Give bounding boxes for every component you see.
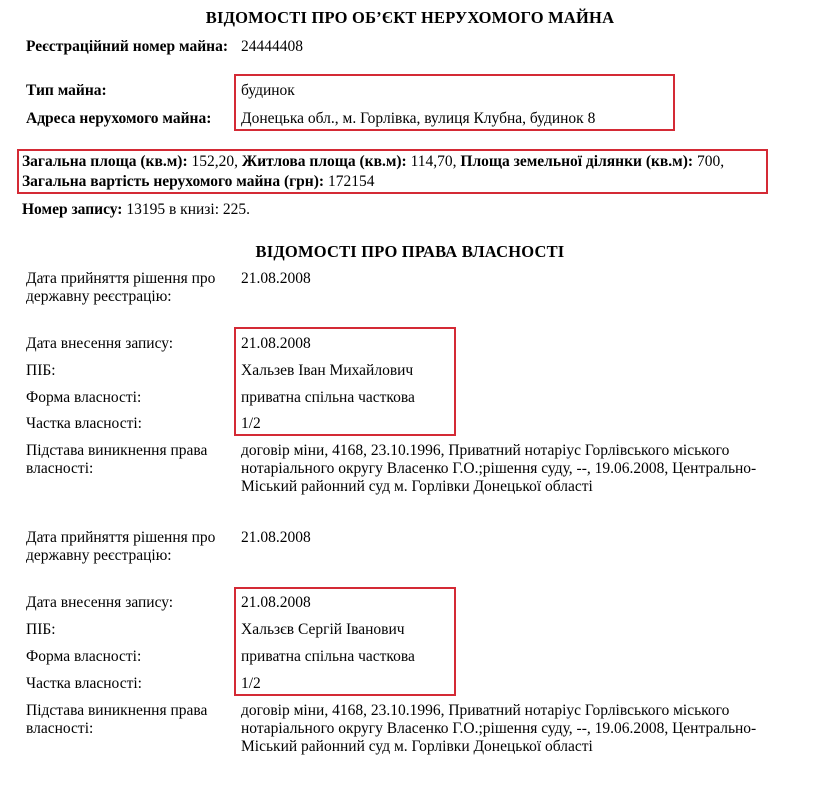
- rights-section-title: ВІДОМОСТІ ПРО ПРАВА ВЛАСНОСТІ: [255, 242, 565, 261]
- basis-value: договір міни, 4168, 23.10.1996, Приватний нотаріус Горлівського міського нотаріального округу Власенко Г.О.;рішення суду, --, 19.06.2008, Центрально-Міський районний суд м. Горлівки Донецької області: [241, 702, 757, 755]
- entry-date-value: 21.08.2008: [241, 594, 311, 611]
- land-area-value: 700,: [696, 153, 725, 170]
- share-label: Частка власності:: [26, 675, 142, 692]
- reg-number-label: Реєстраційний номер майна:: [26, 38, 229, 55]
- total-value-value: 172154: [327, 173, 375, 190]
- entry-date-label: Дата внесення запису:: [26, 594, 174, 611]
- basis-label: Підстава виникнення права власності:: [26, 442, 208, 477]
- ownership-form-label: Форма власності:: [26, 389, 142, 406]
- owner-name-label: ПІБ:: [26, 362, 56, 379]
- total-area-label: Загальна площа (кв.м):: [22, 153, 188, 170]
- basis-value: договір міни, 4168, 23.10.1996, Приватний нотаріус Горлівського міського нотаріального округу Власенко Г.О.;рішення суду, --, 19.06.2008, Центрально-Міський районний суд м. Горлівки Донецької області: [241, 442, 757, 495]
- ownership-form-value: приватна спільна часткова: [241, 648, 415, 665]
- entry-date-value: 21.08.2008: [241, 335, 311, 352]
- share-value: 1/2: [241, 415, 261, 432]
- area-summary: [22, 152, 782, 192]
- share-value: 1/2: [241, 675, 261, 692]
- decision-date-label: Дата прийняття рішення про державну реєстрацію:: [26, 529, 216, 564]
- property-type-label: Тип майна:: [26, 82, 107, 99]
- entry-date-label: Дата внесення запису:: [26, 335, 174, 352]
- basis-label: Підстава виникнення права власності:: [26, 702, 208, 737]
- share-label: Частка власності:: [26, 415, 142, 432]
- land-area-label: Площа земельної ділянки (кв.м):: [460, 153, 694, 170]
- address-value: Донецька обл., м. Горлівка, вулиця Клубна, будинок 8: [241, 110, 596, 127]
- decision-date-value: 21.08.2008: [241, 270, 311, 287]
- property-type-value: будинок: [241, 82, 295, 99]
- living-area-label: Житлова площа (кв.м):: [241, 153, 407, 170]
- address-label: Адреса нерухомого майна:: [26, 110, 212, 127]
- living-area-value: 114,70,: [410, 153, 457, 170]
- ownership-form-label: Форма власності:: [26, 648, 142, 665]
- record-number: [22, 200, 782, 220]
- record-number-value: 13195 в книзі: 225.: [126, 201, 251, 218]
- ownership-form-value: приватна спільна часткова: [241, 389, 415, 406]
- total-area-value: 152,20,: [191, 153, 238, 170]
- record-number-label: Номер запису:: [22, 201, 123, 218]
- owner-name-value: Хальзєв Сергій Іванович: [241, 621, 405, 638]
- object-section-title: ВІДОМОСТІ ПРО ОБ’ЄКТ НЕРУХОМОГО МАЙНА: [205, 8, 615, 27]
- reg-number-value: 24444408: [241, 38, 303, 55]
- total-value-label: Загальна вартість нерухомого майна (грн):: [22, 173, 325, 190]
- decision-date-value: 21.08.2008: [241, 529, 311, 546]
- owner-name-label: ПІБ:: [26, 621, 56, 638]
- decision-date-label: Дата прийняття рішення про державну реєстрацію:: [26, 270, 216, 305]
- owner-name-value: Хальзев Іван Михайлович: [241, 362, 414, 379]
